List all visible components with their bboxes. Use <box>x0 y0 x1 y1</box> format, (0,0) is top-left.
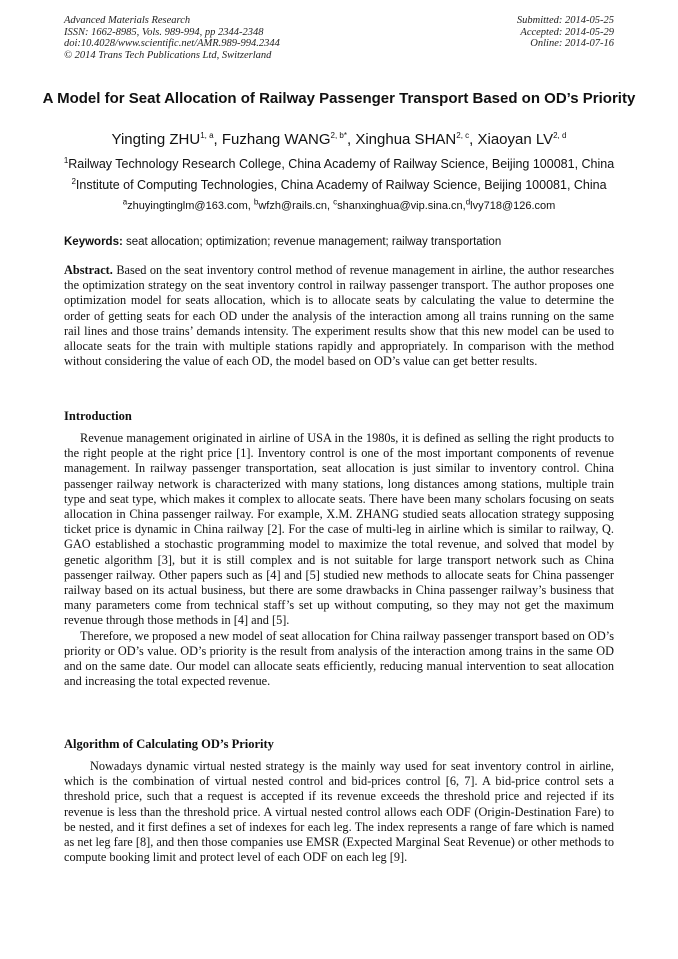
affiliation-2 <box>30 178 648 193</box>
author-affiliation-mark: 1, a <box>200 131 214 140</box>
issn-line: ISSN: 1662-8985, Vols. 989-994, pp 2344-2348 <box>64 26 264 38</box>
email-address[interactable]: shanxinghua@vip.sina.cn, <box>337 200 466 212</box>
journal-name: Advanced Materials Research <box>64 15 191 26</box>
email-mark: d <box>465 197 471 207</box>
author-name: Xiaoyan LV <box>477 131 554 148</box>
abstract-section <box>64 263 614 369</box>
introduction-paragraph: Therefore, we proposed a new model of seat allocation for China railway passenger transport based on OD’s priority or OD’s value. OD’s priority is the result from analysis of the interaction among trains in the same OD and on the same date. Our model can allocate seats efficiently, reducing manual intervention to seat allocation and increasing the total expected revenue. <box>64 628 614 689</box>
author-separator: , <box>469 131 478 148</box>
email-address[interactable]: zhuyingtinglm@163.com, <box>127 200 254 212</box>
author-name: Yingting ZHU <box>111 131 201 148</box>
keywords-line <box>64 235 624 249</box>
author-name: Xinghua SHAN <box>355 131 457 148</box>
affiliation-1 <box>30 157 648 172</box>
algorithm-paragraph: Nowadays dynamic virtual nested strategy is the mainly way used for seat inventory control in airline, which is the combination of virtual nested control and bid-prices control [6, 7]. A bid-price control sets a threshold price, such that a request is accepted if its revenue exceeds the threshold price and rejected if its revenue is less than the threshold price. A virtual nested control allows each ODF (Origin-Destination Fare) to be nested, and it first defines a set of indexes for each leg. The index represents a range of fare which is named as net leg fare [8], and then those companies use EMSR (Expected Marginal Seat Revenue) or other methods to compute booking limit and protect level of each ODF on each leg [9]. <box>64 759 614 865</box>
author-separator: , <box>213 131 222 148</box>
algorithm-section <box>64 759 614 865</box>
submitted-date: Submitted: 2014-05-25 <box>516 15 614 26</box>
email-address[interactable]: lvy718@126.com <box>470 200 556 212</box>
email-mark: a <box>122 197 128 207</box>
abstract-label: Abstract. <box>64 263 113 277</box>
introduction-heading: Introduction <box>64 409 132 423</box>
affiliation-mark: 2 <box>71 176 76 186</box>
email-address[interactable]: wfzh@rails.cn, <box>258 200 334 212</box>
author-name: Fuzhang WANG <box>221 131 331 148</box>
paper-title: A Model for Seat Allocation of Railway Passenger Transport Based on OD’s Priority <box>42 90 636 107</box>
author-affiliation-mark: 2, d <box>553 131 567 140</box>
email-mark: c <box>333 197 338 207</box>
introduction-paragraph: Revenue management originated in airline of USA in the 1980s, it is defined as selling the right products to the right people at the right price [1]. Inventory control is one of the most important components of revenue management. In railway passenger transportation, seat allocation is just similar to inventory control. China passenger railway network is characterized with many stations, long distances among stations, multiple train type and seat type, which makes it complex to allocate seats. There have been many scholars focusing on seats allocation in China passenger railway. For example, X.M. ZHANG studied seats allocation strategy supposing ticket price is dynamic in China railway [2]. For the case of multi-leg in airline which is similar to railway, Q. GAO established a stochastic programming model to maximize the total revenue, and solved that model by genetic algorithm [3], but it is still complex and is not suitable for large transport network such as China passenger railway. Other papers such as [4] and [5] studied new methods to allocate seats for China passenger railway based on its actual business, but there are some drawbacks in China passenger railway’s business that many parameters come from technical staff’s set up without computing, so they may not get the maximum revenue through those methods in [4] and [5]. <box>64 431 614 628</box>
affiliation-text: Institute of Computing Technologies, China Academy of Railway Science, Beijing 100081, China <box>75 178 607 192</box>
publication-dates <box>517 15 614 50</box>
abstract-text: Based on the seat inventory control method of revenue management in airline, the author researches the optimization strategy on the seat inventory control in railway passenger transport. The author proposes one optimization model for seats allocation, which is to allocate seats by calculating the value to determine the order of getting seats for each OD under the analysis of the interaction among all trains running on the same rail lines and those trains’ demands intensity. The experiment results show that this new model can be used to allocate seats for the train with multiple stations rapidly and appropriately. In comparison with the method without considering the value of each OD, the model based on OD’s value can get better results. <box>64 263 614 369</box>
online-date: Online: 2014-07-16 <box>530 38 614 49</box>
keywords-text: seat allocation; optimization; revenue management; railway transportation <box>122 236 502 248</box>
algorithm-heading: Algorithm of Calculating OD’s Priority <box>64 737 274 751</box>
author-separator: , <box>347 131 356 148</box>
author-affiliation-mark: 2, c <box>456 131 470 140</box>
keywords-label: Keywords: <box>64 236 123 248</box>
email-mark: b <box>253 197 259 207</box>
accepted-date: Accepted: 2014-05-29 <box>520 26 614 38</box>
author-emails <box>30 199 648 213</box>
doi-line: doi:10.4028/www.scientific.net/AMR.989-994.2344 <box>64 38 280 49</box>
affiliation-mark: 1 <box>63 155 69 165</box>
author-affiliation-mark: 2, b* <box>330 131 347 140</box>
introduction-section <box>64 431 614 689</box>
publication-info <box>64 15 280 61</box>
copyright-line: © 2014 Trans Tech Publications Ltd, Switzerland <box>64 49 272 61</box>
affiliation-text: Railway Technology Research College, China Academy of Railway Science, Beijing 100081, China <box>68 157 615 171</box>
author-list <box>30 131 648 149</box>
